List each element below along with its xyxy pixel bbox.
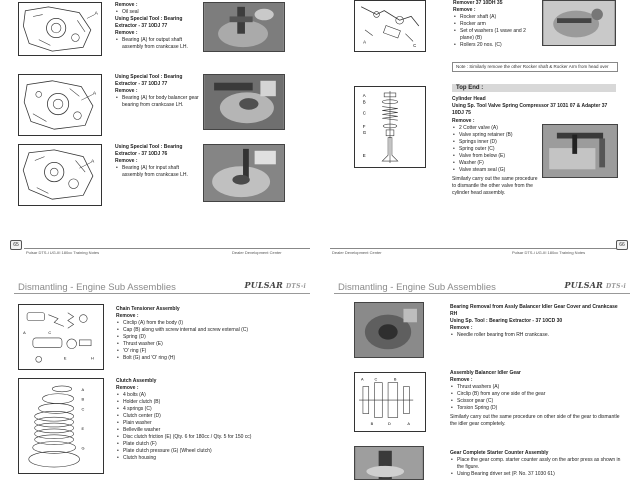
idler-paragraph: Similarly carry out the same procedure on other side of the gear to dismantle the idler gear completely. (450, 414, 620, 427)
list-item: • Plate clutch pressure (G) (Wheel clutch) (116, 448, 312, 455)
footer-right: Pulsar DTS-i UG-III 180cc Training Notes (512, 250, 586, 255)
svg-text:B: B (393, 377, 397, 382)
svg-text:G: G (81, 445, 85, 451)
svg-text:A: A (90, 159, 95, 165)
svg-text:E: E (81, 425, 85, 431)
rocker-text (453, 0, 541, 49)
starter-title: Gear Complete Starter Counter Assembly (450, 450, 549, 456)
cylinder-head-list (452, 118, 540, 197)
section-1-text (115, 2, 201, 51)
starter-counter-photo (354, 446, 424, 480)
list-item: • Belleville washer (116, 427, 312, 434)
page-number: 66 (616, 240, 628, 250)
footer-left: Pulsar DTS-i UG-III 180cc Training Notes (26, 250, 100, 255)
list-item: • Clutch housing (116, 455, 312, 462)
list-item: • Circlip (B) from any one side of the gear (450, 391, 622, 398)
top-end-heading: Top End : (452, 84, 616, 92)
list-item: • 4 springs (C) (116, 406, 312, 413)
tool-title-tail: Remover 37 10DH 35 (453, 0, 503, 6)
svg-text:E: E (362, 153, 366, 159)
svg-text:A: A (362, 92, 366, 98)
rocker-shaft-diagram (354, 0, 426, 52)
page-header (14, 276, 310, 294)
list-item: • Plain washer (116, 420, 312, 427)
clutch-exploded-diagram (18, 378, 104, 474)
page-67 (0, 262, 320, 480)
tool-title: Using Special Tool : Bearing Extractor - 37 10DJ 76 (115, 144, 183, 157)
page-header (334, 276, 630, 294)
svg-text:E: E (63, 355, 67, 361)
tool-title: Using Special Tool : Bearing Extractor - 37 10DJ 77 (115, 16, 183, 29)
remove-label: Remove : (450, 377, 473, 383)
list-item: • 'O' ring (F) (116, 348, 312, 355)
list-item: • Spring (D) (116, 334, 312, 341)
list-item: • Bolt (G) and 'O' ring (H) (116, 355, 312, 362)
list-item: • Bearing (A) for input shaft assembly from crankcase LH. (115, 165, 201, 179)
valve-exploded-diagram (354, 86, 426, 168)
section-2-text (115, 74, 201, 109)
cylinder-tool: Using Sp. Tool Valve Spring Compressor 37 1031 07 & Adapter 37 10DJ 75 (452, 103, 608, 116)
svg-text:C: C (413, 43, 417, 49)
clutch-text (116, 378, 312, 462)
idler-gear-text (450, 370, 622, 428)
remove-label: Remove : (115, 88, 138, 94)
list-item: • Springs inner (D) (452, 139, 540, 146)
page-68 (320, 262, 640, 480)
list-item: • Valve spring retainer (B) (452, 132, 540, 139)
svg-text:A: A (363, 39, 366, 45)
list-item: • Scissor gear (C) (450, 398, 622, 405)
cylinder-head-heading (452, 96, 620, 117)
list-item: • Spring outer (C) (452, 146, 540, 153)
svg-text:A: A (23, 330, 26, 336)
bearing-removal-photo (354, 302, 424, 358)
list-item: • Thrust washers (A) (450, 384, 622, 391)
header-title: Dismantling - Engine Sub Assemblies (18, 282, 176, 293)
bearing-extractor-photo-2 (203, 74, 285, 130)
list-item: • Cap (B) along with screw internal and screw external (C) (116, 327, 312, 334)
starter-counter-text (450, 450, 622, 478)
remove-label: Remove : (452, 118, 475, 124)
list-item: • Oil seal (115, 9, 201, 16)
clutch-title: Clutch Assembly (116, 378, 157, 384)
chain-tensioner-text (116, 306, 312, 362)
list-item: • Washer (F) (452, 160, 540, 167)
footer-right: Dealer Development Center (232, 250, 282, 255)
section-3-text (115, 144, 201, 179)
tool-title: Using Special Tool : Bearing Extractor - 37 10DJ 77 (115, 74, 183, 87)
bearing-title: Bearing Removal from Assly Balancer Idler Gear Cover and Crankcase RH (450, 304, 618, 317)
list-item: • Set of washers (1 wave and 2 plane) (B) (453, 28, 541, 42)
chain-tensioner-diagram (18, 304, 104, 370)
svg-text:D: D (388, 422, 391, 427)
svg-text:B: B (81, 396, 85, 402)
remove-label: Remove : (453, 7, 476, 13)
pulsar-logo (245, 280, 306, 290)
svg-text:H: H (91, 355, 94, 361)
footer-left: Dealer Development Center (332, 250, 382, 255)
remove-label: Remove : (116, 385, 139, 391)
list-item: • Rocker arm (453, 21, 541, 28)
logo-text: PULSAR (564, 280, 603, 290)
svg-text:C: C (362, 110, 366, 116)
svg-text:A: A (92, 91, 97, 97)
svg-text:A: A (81, 386, 85, 392)
list-item: • Using Bearing driver set (P. No. 37 1030 61) (450, 471, 622, 478)
remove-label: Remove : (115, 158, 138, 164)
list-item: • Bearing (A) for output shaft assembly from crankcase LH. (115, 37, 201, 51)
list-item: • Rocker shaft (A) (453, 14, 541, 21)
logo-suffix: DTS-i (286, 283, 306, 290)
page-65 (0, 0, 320, 262)
crankcase-diagram-1 (18, 2, 102, 56)
list-item: • Bearing (A) for body balancer gear bearing from crankcase LH. (115, 95, 201, 109)
remove-label: Remove : (116, 313, 139, 319)
list-item: • Circlip (A) from the body (I) (116, 320, 312, 327)
page-66 (320, 0, 640, 262)
footer-rule (330, 248, 616, 249)
bearing-tool: Using Sp. Tool : Bearing Extractor - 37 10CD 30 (450, 318, 563, 324)
svg-text:G: G (362, 129, 367, 135)
cylinder-paragraph: Similarly carry out the same procedure to dismantle the other valve from the cylinder head assembly. (452, 176, 538, 196)
logo-text: PULSAR (244, 280, 283, 290)
svg-text:B: B (362, 99, 366, 105)
list-item: • Torsion Spring (D) (450, 405, 622, 412)
svg-text:A: A (361, 377, 364, 382)
idler-gear-diagram (354, 372, 426, 432)
list-item: • 4 bolts (A) (116, 392, 312, 399)
svg-text:C: C (48, 330, 52, 336)
idler-title: Assembly Balancer Idler Gear (450, 370, 521, 376)
list-item: • Valve from below (E) (452, 153, 540, 160)
remove-label: Remove : (115, 30, 138, 36)
svg-text:A: A (407, 422, 410, 427)
crankcase-diagram-3 (18, 144, 102, 206)
list-item: • Holder clutch (B) (116, 399, 312, 406)
svg-text:A: A (94, 11, 98, 17)
svg-text:B: B (370, 422, 374, 427)
rocker-arm-photo (542, 0, 616, 46)
bearing-removal-text (450, 304, 622, 339)
list-item: • Clutch center (D) (116, 413, 312, 420)
cylinder-title: Cylinder Head (452, 96, 486, 102)
header-title: Dismantling - Engine Sub Assemblies (338, 282, 496, 293)
valve-compressor-photo (542, 124, 618, 178)
svg-text:C: C (374, 377, 378, 382)
crankcase-diagram-2 (18, 74, 102, 136)
list-item: • Valve steam seal (G) (452, 167, 540, 174)
list-item: • Rollers 20 nos. (C) (453, 42, 541, 49)
list-item: • Plate clutch (F) (116, 441, 312, 448)
list-item: • Place the gear comp. starter counter assly on the arbor press as shown in the figure. (450, 457, 622, 471)
bearing-extractor-photo-1 (203, 2, 285, 52)
note-box: Note : Similarly remove the other Rocker shaft & Rocker Arm from head over (452, 62, 618, 72)
bearing-extractor-photo-3 (203, 144, 285, 202)
pulsar-logo (565, 280, 626, 290)
list-item: • 2 Cotter valve (A) (452, 125, 540, 132)
remove-label: Remove : (115, 2, 138, 8)
footer-rule (24, 248, 310, 249)
chain-title: Chain Tensioner Assembly (116, 306, 180, 312)
list-item: • Disc clutch friction (E) (Qty. 6 for 180cc / Qty. 5 for 150 cc) (116, 434, 312, 441)
list-item: • Needle roller bearing from RH crankcase. (450, 332, 622, 339)
svg-text:C: C (81, 406, 85, 412)
svg-text:F: F (362, 123, 366, 129)
remove-label: Remove : (450, 325, 473, 331)
page-number: 65 (10, 240, 22, 250)
list-item: • Thrust washer (E) (116, 341, 312, 348)
logo-suffix: DTS-i (606, 283, 626, 290)
